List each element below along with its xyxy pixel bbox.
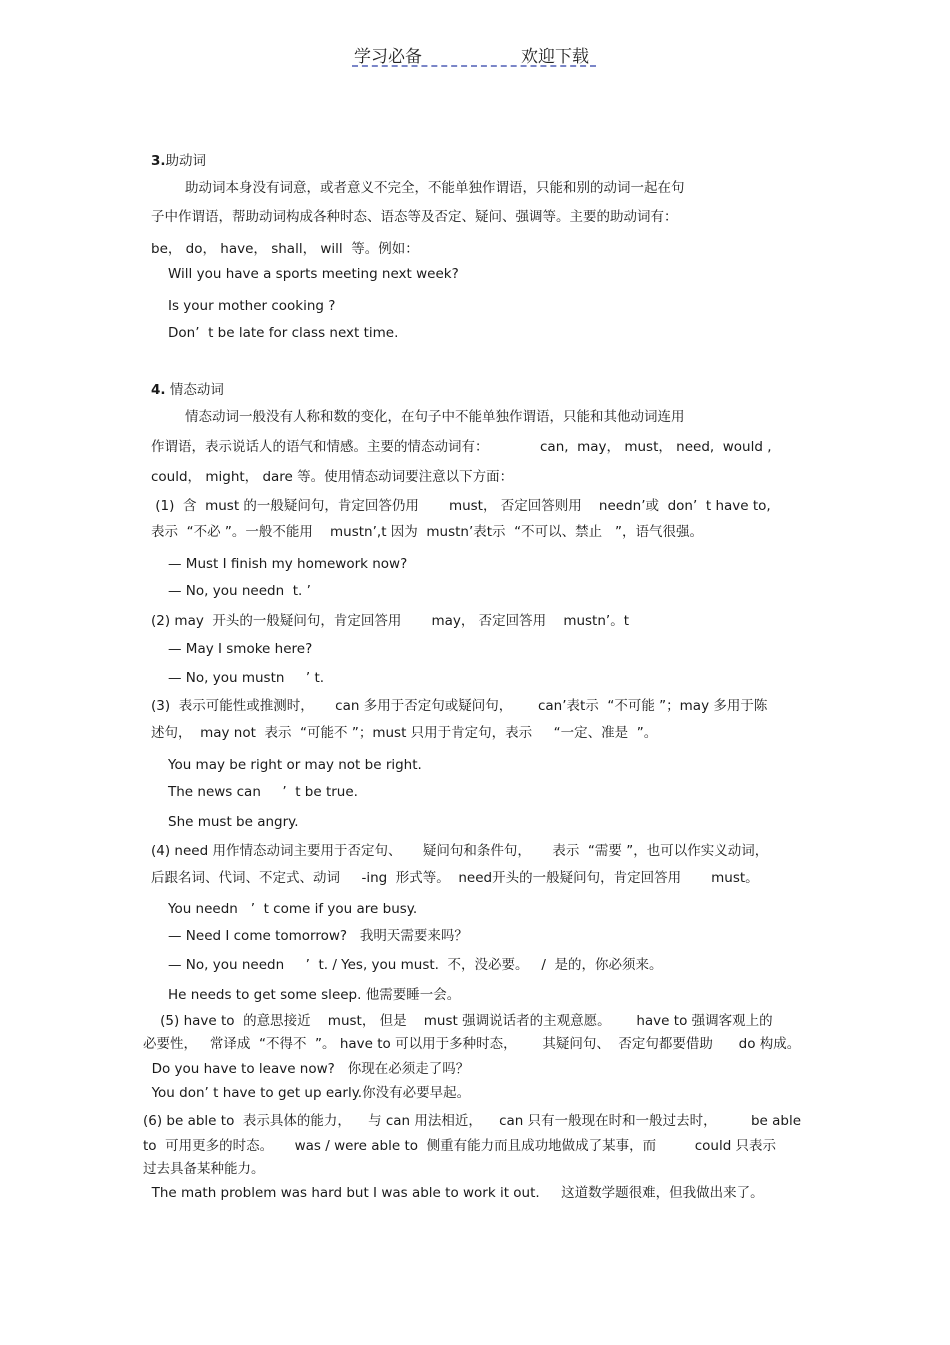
item-5-example-2: You don’ t have to get up early.你没有必要早起。	[143, 1085, 471, 1101]
item-4-example-3: — No, you needn ’ t. / Yes, you must. 不，没必要。 / 是的，你必须来。	[168, 957, 663, 973]
section-3-number: 3.	[151, 153, 166, 169]
item-3-example-1: You may be right or may not be right.	[168, 757, 422, 773]
item-3-example-2: The news can ’ t be true.	[168, 784, 358, 800]
header-right-text: 欢迎下载	[521, 47, 589, 67]
section-4-title: 情态动词	[165, 382, 224, 398]
item-2-example-2: — No, you mustn ’ t.	[168, 670, 325, 686]
item-3-example-3: She must be angry.	[168, 814, 299, 830]
section-4-heading	[151, 381, 224, 399]
section-3-example-3: Don’ t be late for class next time.	[168, 325, 399, 341]
item-6-example-1: The math problem was hard but I was able to work it out. 这道数学题很难，但我做出来了。	[143, 1185, 764, 1201]
section-3-para-line-2: 子中作谓语，帮助动词构成各种时态、语态等及否定、疑问、强调等。主要的助动词有：	[151, 209, 678, 225]
item-5-line-1: (5) have to 的意思接近 must， 但是 must 强调说话者的主观意愿。 have to 强调客观上的	[143, 1013, 773, 1029]
item-1-example-1: — Must I finish my homework now?	[168, 556, 408, 572]
item-4-example-4: He needs to get some sleep. 他需要睡一会。	[168, 987, 461, 1003]
item-6-line-2: to 可用更多的时态。 was / were able to 侧重有能力而且成功地做成了某事，而 could 只表示	[143, 1138, 777, 1154]
item-2-example-1: — May I smoke here?	[168, 641, 313, 657]
item-1-line-2: 表示 “不必 ”。一般不能用 mustn’,t 因为 mustn’表t示 “不可以、禁止 ”，语气很强。	[151, 524, 703, 540]
section-3-example-1: Will you have a sports meeting next week?	[168, 266, 459, 282]
item-4-line-2: 后跟名词、代词、不定式、动词 -ing 形式等。 need开头的一般疑问句，肯定回答用 must。	[151, 870, 759, 886]
section-3-para-line-3: be， do， have， shall， will 等。例如：	[151, 241, 419, 257]
item-4-example-1: You needn ’ t come if you are busy.	[168, 901, 418, 917]
item-4-example-2: — Need I come tomorrow? 我明天需要来吗？	[168, 928, 468, 944]
item-5-line-2: 必要性， 常译成 “不得不 ”。 have to 可以用于多种时态， 其疑问句、 否定句都要借助 do 构成。	[143, 1036, 801, 1052]
section-3-example-2: Is your mother cooking ?	[168, 298, 336, 314]
item-5-example-1: Do you have to leave now? 你现在必须走了吗？	[143, 1061, 470, 1077]
header-left-text: 学习必备	[354, 47, 422, 67]
section-4-number: 4.	[151, 382, 166, 398]
section-4-para-line-1: 情态动词一般没有人称和数的变化，在句子中不能单独作谓语，只能和其他动词连用	[185, 409, 685, 425]
item-1-line-1: (1) 含 must 的一般疑问句，肯定回答仍用 must， 否定回答则用 needn’或 don’ t have to,	[151, 498, 771, 514]
section-3-heading	[151, 152, 206, 170]
header-dashed-rule	[352, 65, 596, 67]
item-6-line-1: (6) be able to 表示具体的能力， 与 can 用法相近， can 只有一般现在时和一般过去时， be able	[143, 1113, 802, 1129]
section-4-para-line-3: could， might， dare 等。使用情态动词要注意以下方面：	[151, 469, 514, 485]
item-3-line-1: (3) 表示可能性或推测时， can 多用于否定句或疑问句， can’表t示 “不可能 ”；may 多用于陈	[151, 698, 768, 714]
item-4-line-1: (4) need 用作情态动词主要用于否定句、 疑问句和条件句， 表示 “需要 ”，也可以作实义动词，	[151, 843, 769, 859]
section-4-para-line-2: 作谓语，表示说话人的语气和情感。主要的情态动词有： can, may， must， need, would ,	[151, 439, 772, 455]
item-6-line-3: 过去具备某种能力。	[143, 1161, 265, 1177]
item-3-line-2: 述句， may not 表示 “可能不 ”；must 只用于肯定句，表示 “一定、准是 ”。	[151, 725, 658, 741]
page-header	[0, 42, 950, 66]
section-3-para-line-1: 助动词本身没有词意，或者意义不完全，不能单独作谓语，只能和别的动词一起在句	[185, 180, 685, 196]
item-1-example-2: — No, you needn t. ’	[168, 583, 311, 599]
section-3-title: 助动词	[165, 153, 207, 169]
item-2-line-1: (2) may 开头的一般疑问句，肯定回答用 may， 否定回答用 mustn’。t	[151, 613, 629, 629]
